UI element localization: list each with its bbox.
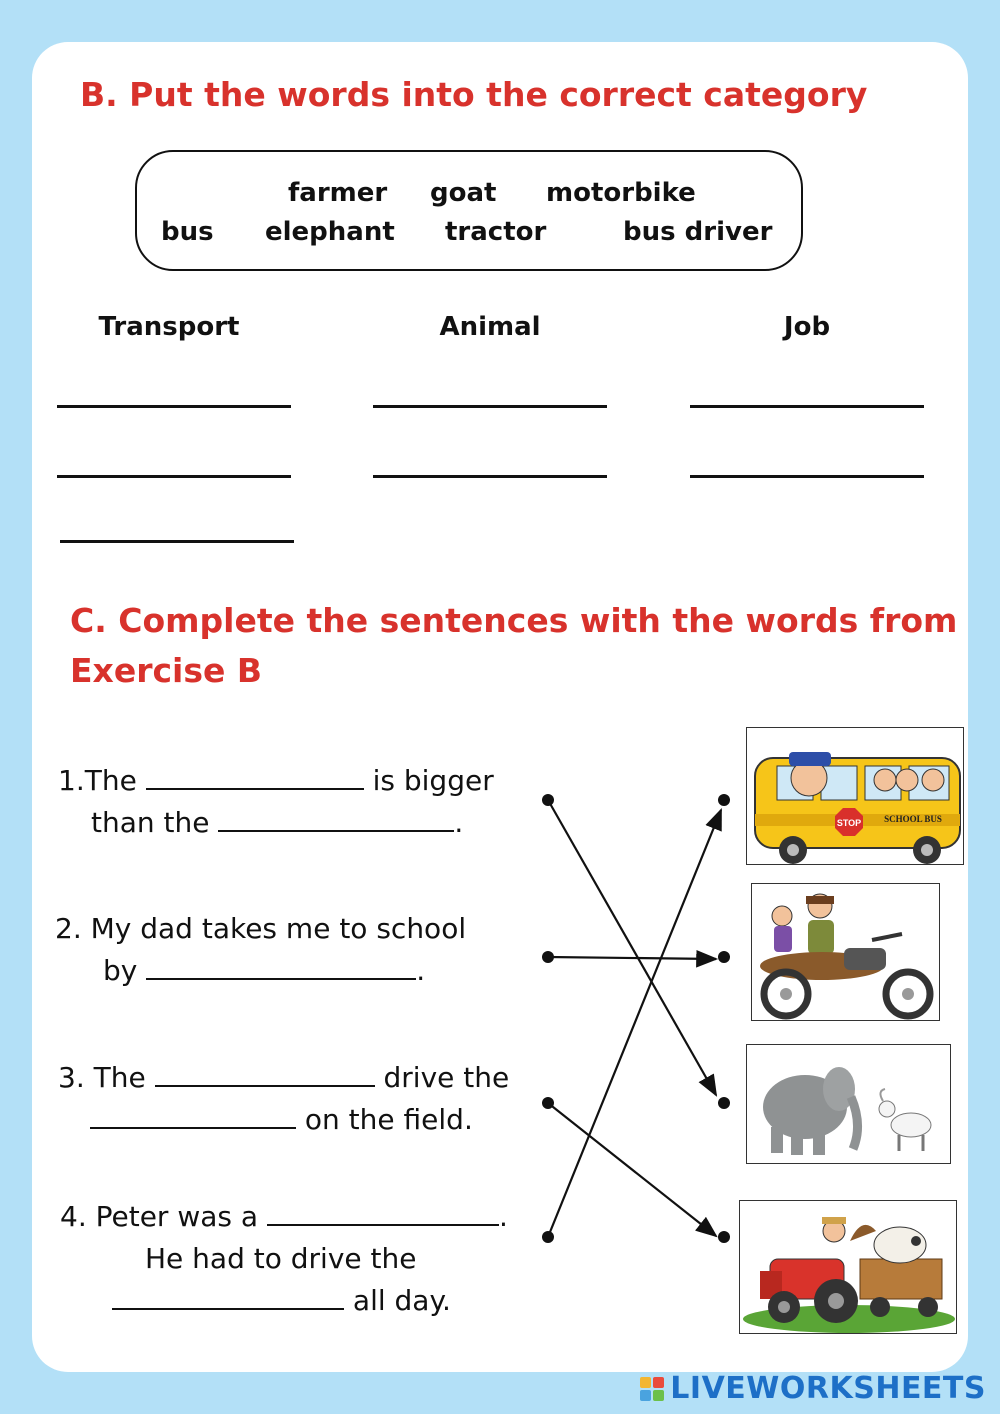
sentence-text: than the [91, 806, 210, 839]
school-bus-text: SCHOOL BUS [884, 814, 942, 824]
match-line-3[interactable] [548, 1103, 716, 1236]
sentence-text: all day. [352, 1284, 451, 1317]
word-bank-item: motorbike [546, 178, 696, 208]
match-dot-left[interactable] [542, 1231, 554, 1243]
sentence-text: by [103, 954, 138, 987]
match-dot-left[interactable] [542, 794, 554, 806]
sentence-text: 4. Peter was a [60, 1200, 259, 1233]
match-dot-right[interactable] [718, 1231, 730, 1243]
word-bank-item: bus [161, 217, 214, 247]
column-title-job: Job [783, 312, 831, 342]
section-c-heading-line1: C. Complete the sentences with the words from [70, 601, 958, 640]
stop-sign-text: STOP [836, 818, 862, 828]
sentence-text: . [498, 1200, 508, 1233]
tractor-picture [739, 1200, 957, 1334]
word-bank-item: farmer [288, 178, 388, 208]
motorbike-picture [751, 883, 940, 1021]
column-title-animal: Animal [439, 312, 541, 342]
word-bank-item: elephant [265, 217, 395, 247]
logo-mark-icon [640, 1377, 664, 1401]
sentence-text: . [454, 806, 464, 839]
logo-text: LIVEWORKSHEETS [670, 1371, 986, 1406]
sentence-text: is bigger [372, 764, 494, 797]
section-c-heading-line2: Exercise B [70, 651, 263, 690]
match-dot-right[interactable] [718, 1097, 730, 1109]
column-title-transport: Transport [98, 312, 240, 342]
sentence-text: 3. The [58, 1061, 146, 1094]
match-line-1[interactable] [548, 800, 716, 1095]
match-dot-right[interactable] [718, 794, 730, 806]
match-dot-left[interactable] [542, 951, 554, 963]
match-dot-right[interactable] [718, 951, 730, 963]
word-bank-item: bus driver [623, 217, 773, 247]
word-bank-item: goat [430, 178, 497, 208]
elephant-and-goat-picture [746, 1044, 951, 1164]
match-line-4[interactable] [548, 810, 721, 1237]
word-bank-item: tractor [445, 217, 547, 247]
sentence-text: drive the [383, 1061, 510, 1094]
sentence-text: on the field. [304, 1103, 473, 1136]
sentence-text: 1.The [58, 764, 137, 797]
section-b-heading: B. Put the words into the correct category [80, 75, 868, 114]
match-dot-left[interactable] [542, 1097, 554, 1109]
sentence-text: He had to drive the [145, 1242, 417, 1275]
sentence-text: 2. My dad takes me to school [55, 912, 467, 945]
school-bus-picture [746, 727, 964, 865]
match-line-2[interactable] [548, 957, 716, 959]
liveworksheets-logo [640, 1371, 986, 1406]
sentence-text: . [416, 954, 426, 987]
